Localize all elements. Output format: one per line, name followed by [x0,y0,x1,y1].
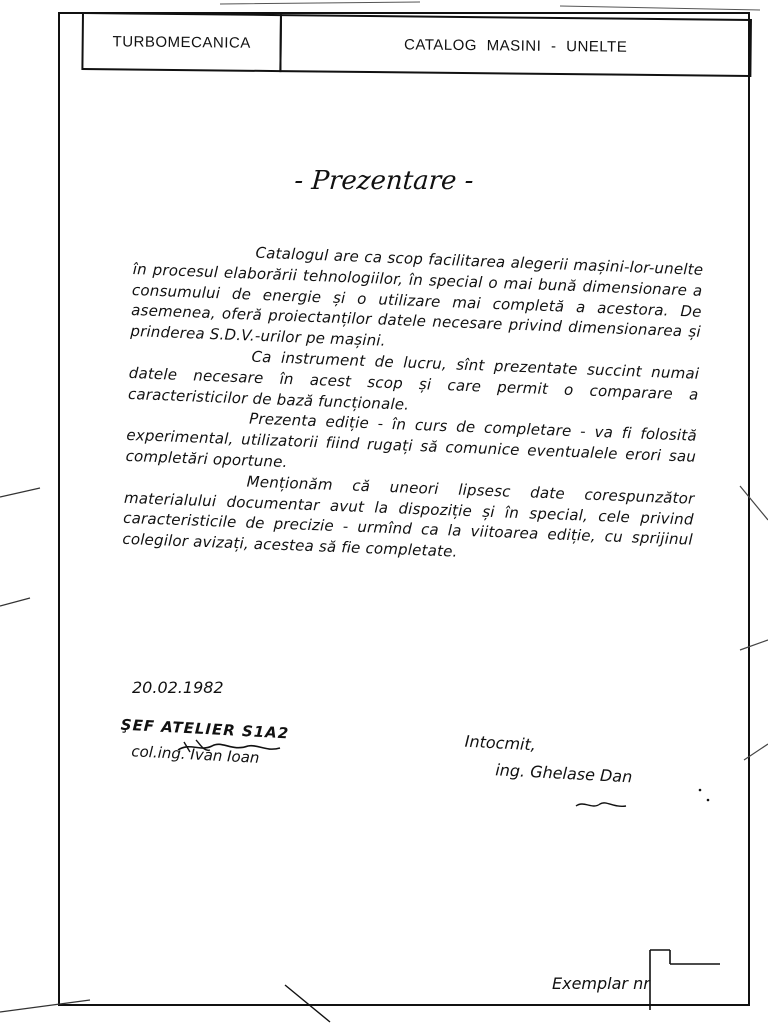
preparer-name: ing. Ghelase Dan [494,760,633,787]
catalog-title: CATALOG MASINI - UNELTE [279,14,752,77]
company-name: TURBOMECANICA [81,12,282,72]
top-edge-marks [220,2,760,10]
prepared-by-label: Intocmit, [464,731,537,755]
paragraph: Catalogul are ca scop facilitarea alegerii mașini-lor-unelte în procesul elaborării tehnologiilor, în special o mai bună dimensionare a consumului de energie și o utilizare mai completă a acestora. De asemenea, oferă proiectanților datele necesare privind dimensionarea și prinderea S.D.V.-urilor pe mașini. [130,243,704,350]
signatory-name: col.ing. Ivan Ioan [130,742,260,767]
exemplar-label: Exemplar nr [552,974,650,993]
scan-line [0,598,30,606]
document-title: - Prezentare - [293,166,475,196]
paragraph: Ca instrument de lucru, sînt prezentate succint numai datele necesare în acest scop și care permit o comparare a caracteristicilor de bază funcționale. [127,347,700,414]
scan-line [0,488,40,497]
document-date: 20.02.1982 [132,678,224,697]
paragraph: Prezenta ediție - în curs de completare - va fi folosită experimental, utilizatorii fiind rugați să comunice eventualele erori sau completări oportune. [125,409,698,472]
paragraph: Menționăm că uneori lipsesc date corespunzător materialului documentar avut la dispoziție și în special, cele privind caracteristicile de precizie - urmînd ca la viitoarea ediție, cu sprijinul colegilor avizați, acestea să fie completate. [122,472,695,561]
header-table [81,12,752,95]
signatory-role: ŞEF ATELIER S1A2 [120,715,290,743]
body-text [122,238,704,572]
signature-block-left [119,716,290,769]
signature-block-right [463,732,634,787]
